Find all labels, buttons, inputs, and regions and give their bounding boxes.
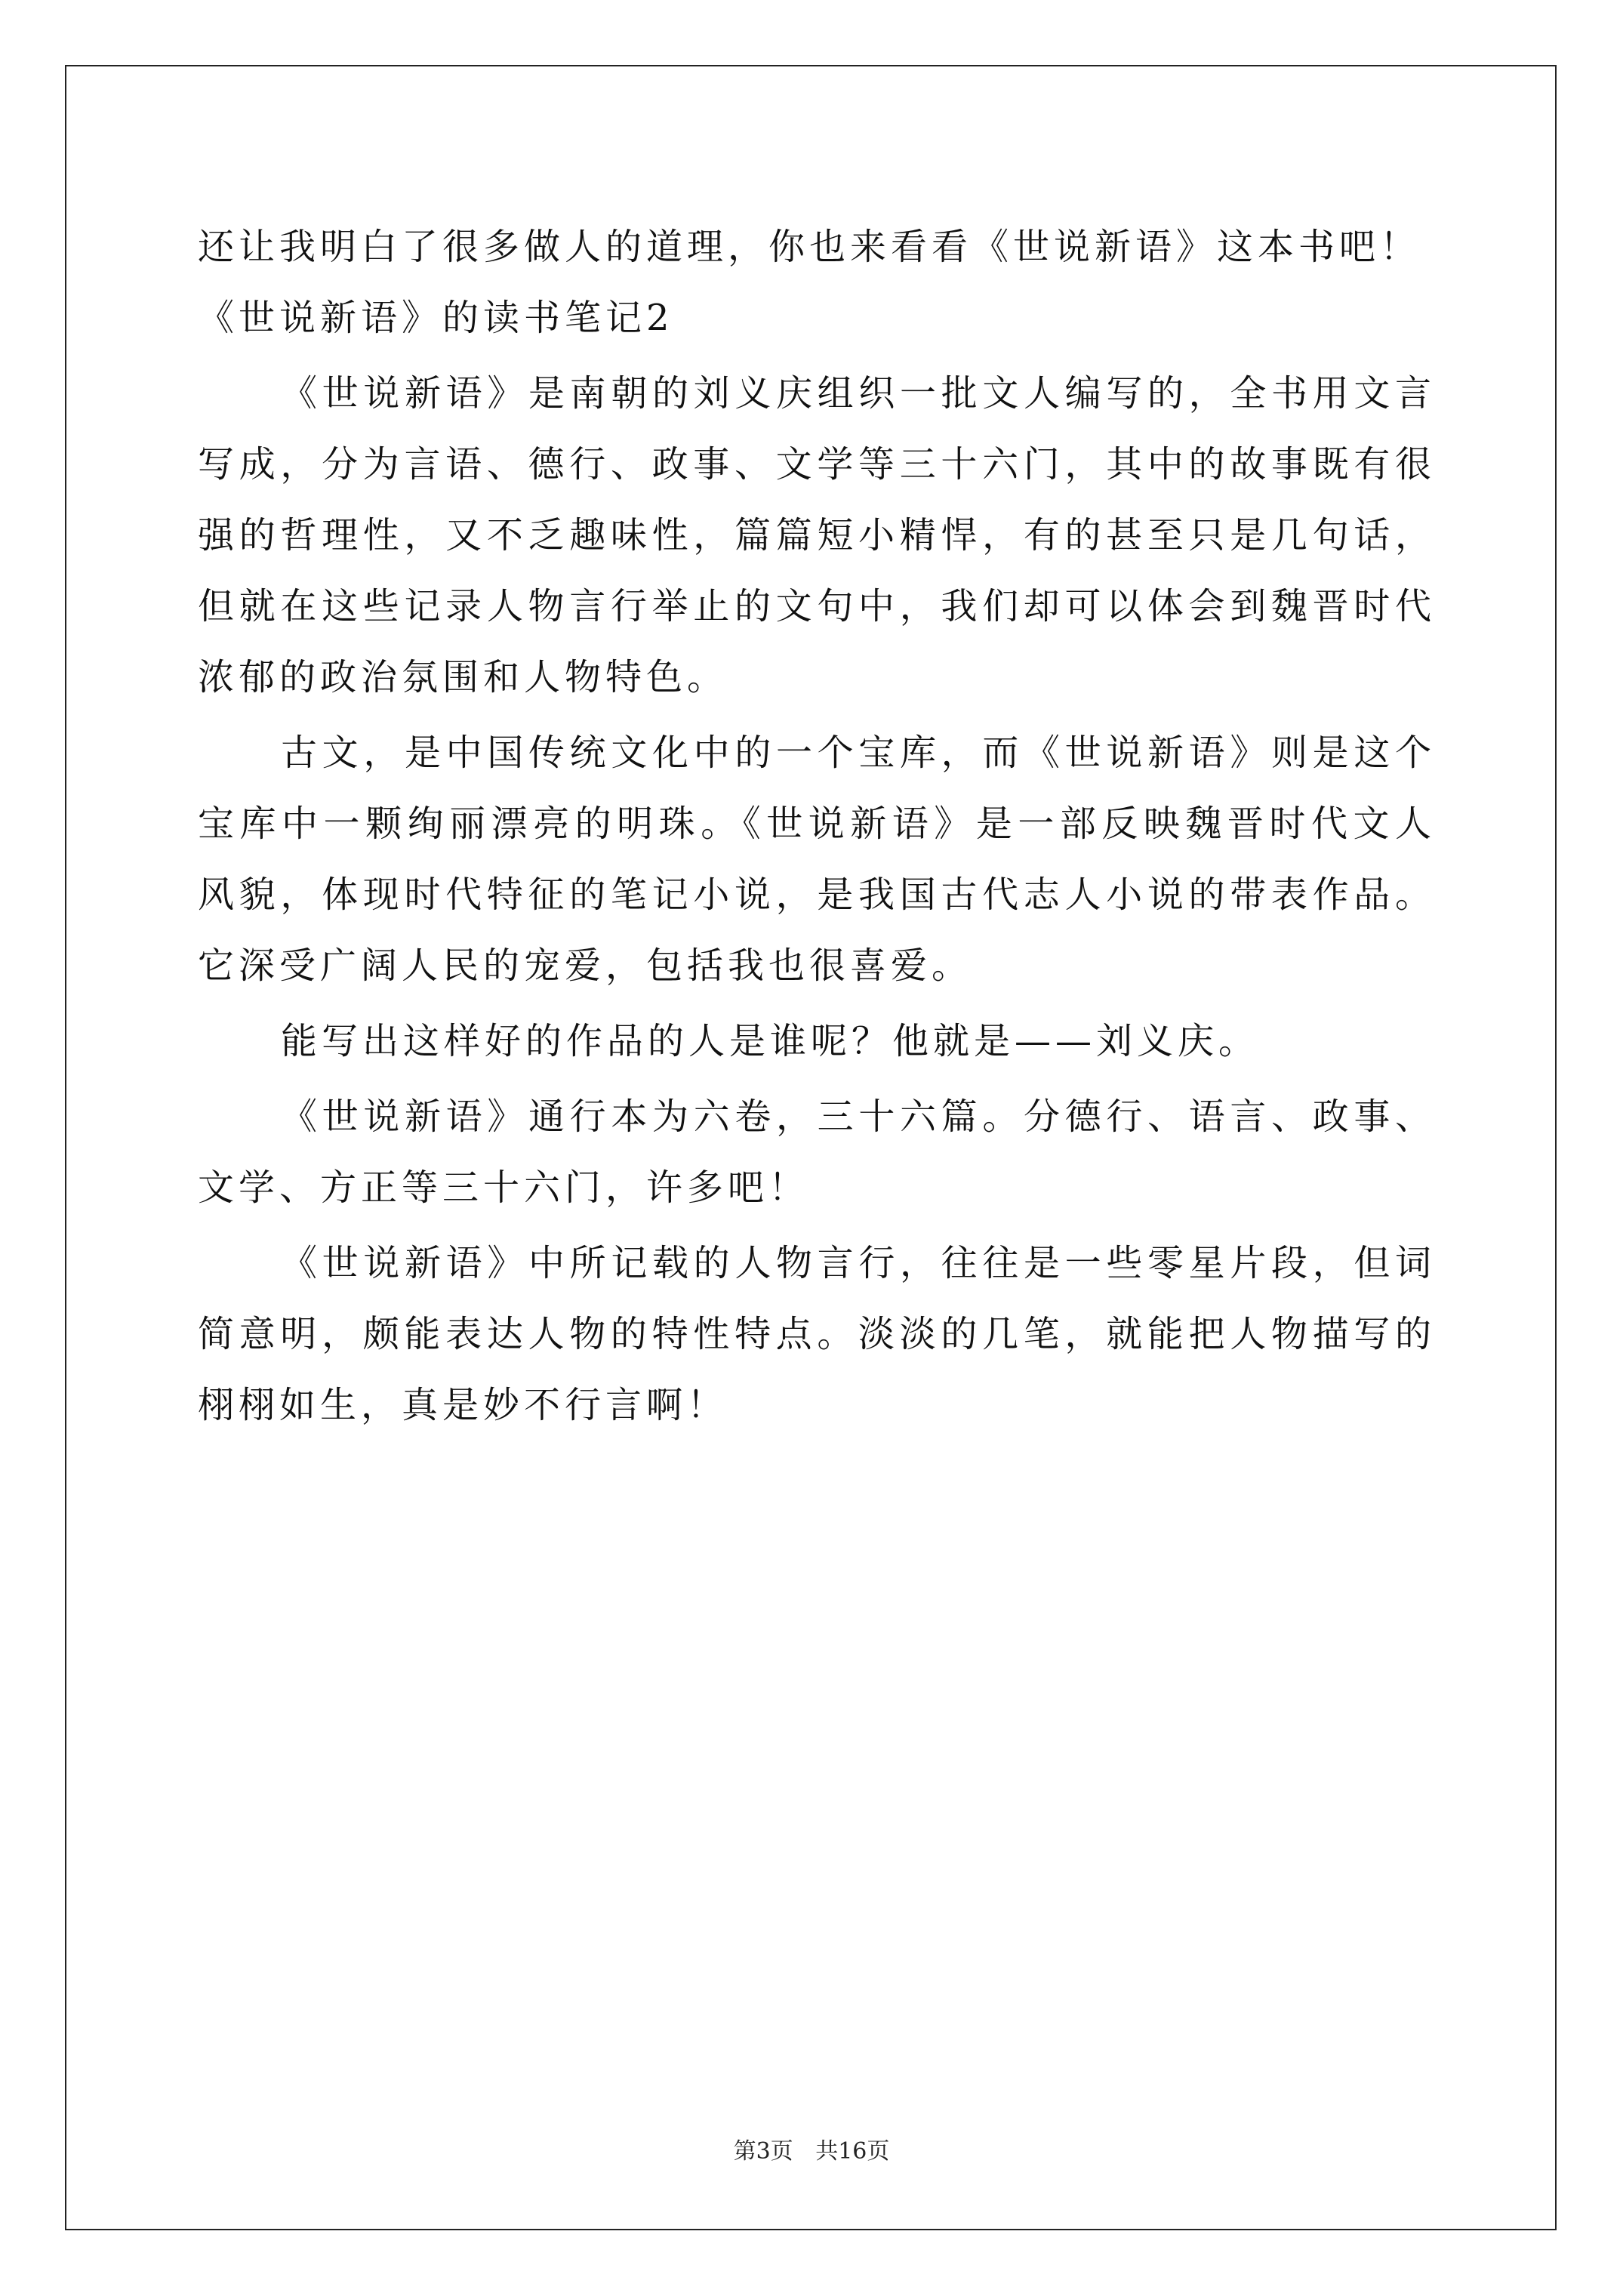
- intro-line: 还让我明白了很多做人的道理，你也来看看《世说新语》这本书吧！: [198, 226, 1421, 268]
- paragraph-3: 能写出这样好的作品的人是谁呢？他就是——刘义庆。: [281, 1020, 1260, 1062]
- document-body: [198, 211, 1436, 1441]
- paragraph-1: 《世说新语》是南朝的刘义庆组织一批文人编写的，全书用文言写成，分为言语、德行、政事、文学等三十六门，其中的故事既有很强的哲理性，又不乏趣味性，篇篇短小精悍，有的甚至只是几句话，但就在这些记录人物言行举止的文句中，我们却可以体会到魏晋时代浓郁的政治氛围和人物特色。: [198, 372, 1436, 698]
- paragraph-5: 《世说新语》中所记载的人物言行，往往是一些零星片段，但词简意明，颇能表达人物的特性特点。淡淡的几笔，就能把人物描写的栩栩如生，真是妙不行言啊！: [198, 1242, 1436, 1426]
- page-footer: [0, 2137, 1623, 2167]
- paragraph-4: 《世说新语》通行本为六卷，三十六篇。分德行、语言、政事、文学、方正等三十六门，许多吧！: [198, 1096, 1436, 1209]
- page-number: 第3页: [733, 2138, 793, 2165]
- paragraph-2: 古文，是中国传统文化中的一个宝库，而《世说新语》则是这个宝库中一颗绚丽漂亮的明珠。《世说新语》是一部反映魏晋时代文人风貌，体现时代特征的笔记小说，是我国古代志人小说的带表作品。它深受广阔人民的宠爱，包括我也很喜爱。: [198, 732, 1436, 987]
- section-title: 《世说新语》的读书笔记2: [198, 297, 674, 339]
- page-total: 共16页: [815, 2138, 890, 2165]
